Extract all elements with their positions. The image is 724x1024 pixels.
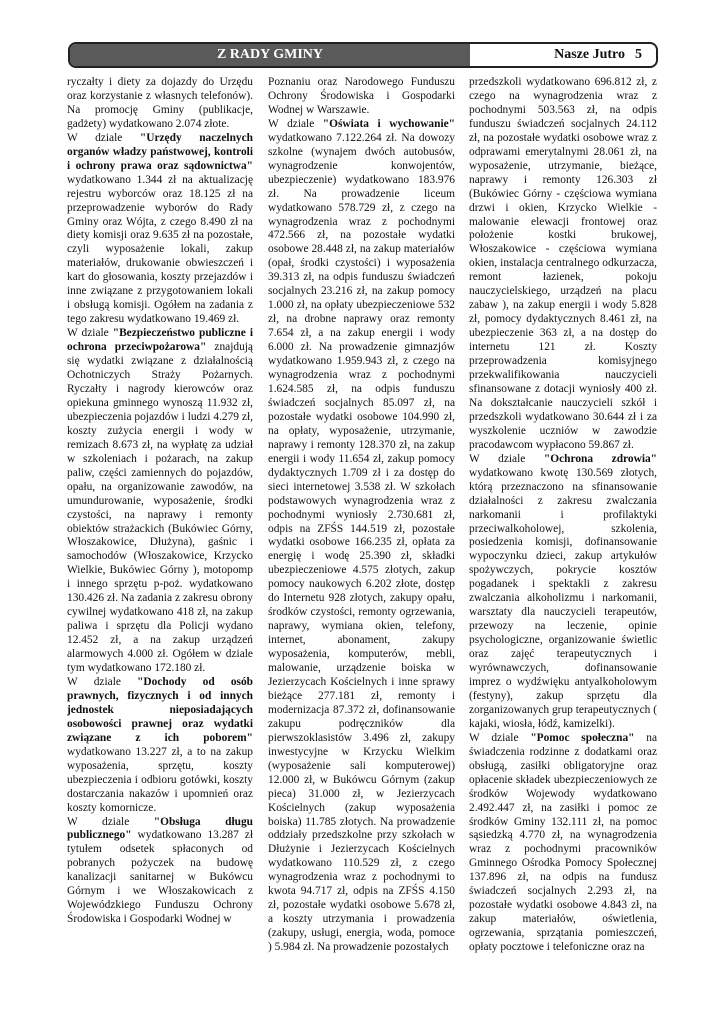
body-text: na świadczenia rodzinne z dodatkami oraz obsługą, zasiłki obligatoryjne oraz opłacenie składek ubezpieczeniowych ze środków Wojewody wydatkowano 2.492.447 zł, na zasiłki i pomoc ze środków Gminy 132.111 zł, na pomoc sąsiedzką 4.770 zł, na wynagrodzenia wraz z pochodnymi pracowników Gminnego Ośrodka Pomocy Społecznej 137.896 zł, na odpis na fundusz świadczeń socjalnych 2.293 zł, na pozostałe wydatki osobowe 4.843 zł, na zakup materiałów, oświetlenia, ogrzewania, sprzątania pomieszczeń, opłaty pocztowe i telefoniczne oraz na [469, 731, 657, 954]
paragraph [67, 76, 253, 132]
section-heading: "Bezpieczeństwo publiczne i ochrona przeciwpożarowa" [67, 327, 253, 354]
paragraph [469, 76, 657, 453]
section-heading: "Obsługa długu publicznego" [67, 815, 253, 842]
body-text: W dziale [67, 131, 140, 144]
paragraph [67, 327, 253, 676]
body-text: przedszkoli wydatkowano 696.812 zł, z czego na wynagrodzenia wraz z pochodnymi 503.563 zł, na odpis funduszu świadczeń socjalnych 24.112 zł, na pozostałe wydatki osobowe wraz z odprawami emerytalnymi 28.061 zł, na wyposażenie, utrzymanie, bieżące, naprawy i remonty 126.303 zł (Bukówiec Górny - częściowa wymiana drzwi i okien, Krzycko Wielkie - malowanie elewacji frontowej oraz położenie kostki brukowej, Włoszakowice - częściowa wymiana okien, instalacja centralnego odkurzacza, remont łazienek, pokoju nauczycielskiego, urządzeń na placu zabaw ), na zakup energii i wody 5.828 zł, pomocy dydaktycznych 8.461 zł, na ubezpieczenie 363 zł, a na dostęp do internetu 121 zł. Koszty przeprowadzenia komisyjnego przekwalifikowania nauczycieli sfinansowane z dotacji wyniosły 400 zł. Na dokształcanie nauczycieli szkół i przedszkoli wydatkowano 30.644 zł i za wyszkolenie uczniów w zawodzie pracodawcom wypłacono 59.867 zł. [469, 76, 657, 451]
body-text: W dziale [67, 815, 154, 828]
paragraph [67, 676, 253, 816]
section-heading: "Dochody od osób prawnych, fizycznych i od innych jednostek nieposiadających osobowości prawnej oraz wydatki związane z ich poborem" [67, 675, 253, 744]
page-header [68, 42, 658, 68]
text-column-3 [469, 76, 657, 1006]
body-text: W dziale [67, 675, 138, 688]
paragraph [67, 132, 253, 327]
body-text: W dziale [469, 731, 531, 744]
body-text: wydatkowano 13.227 zł, a to na zakup wyposażenia, sprzętu, koszty ubezpieczenia i odbioru gotówki, koszty dostarczania nakazów i upomnień oraz koszty komornicze. [67, 745, 253, 814]
section-heading: "Pomoc społeczna" [530, 731, 635, 744]
body-text: W dziale [469, 452, 544, 465]
section-heading: "Oświata i wychowanie" [322, 117, 455, 130]
paragraph [268, 76, 455, 118]
body-text: W dziale [67, 327, 113, 340]
paragraph [469, 453, 657, 732]
body-text: wydatkowano kwotę 130.569 złotych, którą przeznaczono na sfinansowanie działalności z zakresu zwalczania narkomanii i profilaktyki przeciwalkoholowej, szkolenia, posiedzenia komisji, dofinansowanie wypoczynku dzieci, zakup artykułów spożywczych, pokrycie kosztów pogadanek i spektakli z zakresu zwalczania alkoholizmu i narkomanii, warsztaty dla nauczycieli terapeutów, przewozy na leczenie, opinie psychologiczne, organizowanie świetlic oraz zajęć terapeutycznych i wyrównawczych, dofinansowanie imprez o wydźwięku antyalkoholowym (festyny), zakup sprzętu dla zorganizowanych grup terapeutycznych ( kajaki, wiosła, łódź, kamizelki). [469, 466, 657, 730]
paragraph [469, 732, 657, 955]
section-heading: "Ochrona zdrowia" [543, 452, 657, 465]
paragraph [268, 118, 455, 955]
publication-info [554, 44, 642, 66]
body-text: wydatkowano 1.344 zł na aktualizację rejestru wyborców oraz 18.125 zł na przeprowadzenie wyborów do Rady Gminy oraz Wójta, z czego 8.490 zł na diety komisji oraz 9.635 zł na pozostałe, czyli wyposażenie lokali, zakup materiałów, drukowanie obwieszczeń i kart do głosowania, koszty przejazdów i inne związane z przygotowaniem lokali i obsługą komisji. Ogółem na zadania z tego zakresu wydatkowano 19.469 zł. [67, 173, 253, 326]
paragraph [67, 816, 253, 928]
body-text: znajdują się wydatki związane z działalnością Ochotniczych Straży Pożarnych. Ryczałty i nagrody kierowców oraz opiekuna gminnego wynoszą 11.932 zł, ubezpieczenia pojazdów i ludzi 4.279 zł, koszty zużycia energii i wody w remizach 8.673 zł, na wypłatę za udział w szkoleniach i pożarach, na zakup paliw, części zamiennych do pojazdów, opału, na organizowanie zawodów, na umundurowanie, wyposażenie, środki czystości, na naprawy i remonty obiektów strażackich (Bukówiec Górny, Włoszakowice, Dłużyna), gaśnic i samochodów (Włoszakowice, Krzycko Wielkie, Bukówiec Górny ), motopomp i innego sprzętu p-poż. wydatkowano 130.426 zł. Na zadania z zakresu obrony cywilnej wydatkowano 418 zł, na zakup paliwa i sprzętu dla Policji wydano 12.452 zł, a na zakup urządzeń alarmowych 4.000 zł. Ogółem w dziale tym wydatkowano 172.180 zł. [67, 341, 253, 675]
body-text: ryczałty i diety za dojazdy do Urzędu oraz korzystanie z własnych telefonów). Na promocję Gminy (publikacje, gadżety) wydatkowano 2.074 złote. [67, 76, 253, 130]
body-text: W dziale [268, 117, 323, 130]
section-title: Z RADY GMINY [216, 47, 324, 62]
section-heading: "Urzędy naczelnych organów władzy państwowej, kontroli i ochrony prawa oraz sądownictwa" [67, 131, 253, 172]
text-column-1 [67, 76, 253, 1006]
body-text: wydatkowano 7.122.264 zł. Na dowozy szkolne (wynajem dwóch autobusów, wynagrodzenie konwojentów, ubezpieczenie) wydatkowano 183.976 zł. Na prowadzenie liceum wydatkowano 578.729 zł, z czego na wynagrodzenia wraz z pochodnymi 472.566 zł, na pozostałe wydatki osobowe 28.448 zł, na zakup materiałów (opał, środki czystości) i wyposażenia 39.313 zł, na odpis funduszu świadczeń socjalnych 23.216 zł, na zakup pomocy 1.000 zł, na opłaty ubezpieczeniowe 532 zł, na drobne naprawy oraz remonty 7.654 zł, a na zakup energii i wody 6.000 zł. Na prowadzenie gimnazjów wydatkowano 1.959.943 zł, z czego na wynagrodzenia wraz z pochodnymi 1.624.585 zł, na odpis funduszu świadczeń socjalnych 85.097 zł, na pozostałe wydatki osobowe 104.990 zł, na opłaty, wyposażenie, utrzymanie, naprawy i remonty 128.370 zł, na zakup energii i wody 11.654 zł, zakup pomocy dydaktycznych 1.709 zł i za dostęp do sieci internetowej 3.538 zł. W szkołach podstawowych wynagrodzenia wraz z pochodnymi wyniosły 2.730.681 zł, odpis na ZFŚS 144.519 zł, pozostałe wydatki osobowe 166.235 zł, opłata za energię i wodę 25.390 zł, składki ubezpieczeniowe 4.575 złotych, zakup pomocy naukowych 6.202 złote, dostęp do Internetu 928 złotych, zakupy opału, środków czystości, remonty ogrzewania, naprawy, wymiana okien, telefony, internet, abonament, zakupy wyposażenia, komputerów, mebli, malowanie, urządzenie boiska w Jezierzycach Kościelnych i inne sprawy bieżące 277.181 zł, remonty i modernizacja 87.372 zł, dofinansowanie zakupu podręczników dla pierwszoklasistów 3.496 zł, zakupy inwestycyjne w Krzycku Wielkim (wyposażenie sali komputerowej) 12.000 zł, w Bukówcu Górnym (zakup pieca) 31.000 zł, w Jezierzycach Kościelnych (zakup wyposażenia boiska) 11.785 złotych. Na prowadzenie oddziały przedszkolne przy szkołach w Dłużynie i Jezierzycach Kościelnych wydatkowano 110.529 zł, z czego wynagrodzenia wraz z pochodnymi to kwota 94.717 zł, odpis na ZFŚS 4.150 zł, pozostałe wydatki osobowe 5.678 zł, a koszty utrzymania i prowadzenia (zakupy, usługi, energia, woda, pomoce ) 5.984 zł. Na prowadzenie pozostałych [268, 131, 455, 954]
page-number: 5 [635, 47, 642, 62]
text-column-2 [268, 76, 455, 1006]
publication-name: Nasze Jutro [554, 47, 625, 62]
body-text: wydatkowano 13.287 zł tytułem odsetek spłaconych od pobranych pożyczek na budowę kanalizacji sanitarnej w Bukówcu Górnym i we Włoszakowicach z Wojewódzkiego Funduszu Ochrony Środowiska i Gospodarki Wodnej w [67, 829, 253, 926]
body-text: Poznaniu oraz Narodowego Funduszu Ochrony Środowiska i Gospodarki Wodnej w Warszawie. [268, 76, 455, 116]
